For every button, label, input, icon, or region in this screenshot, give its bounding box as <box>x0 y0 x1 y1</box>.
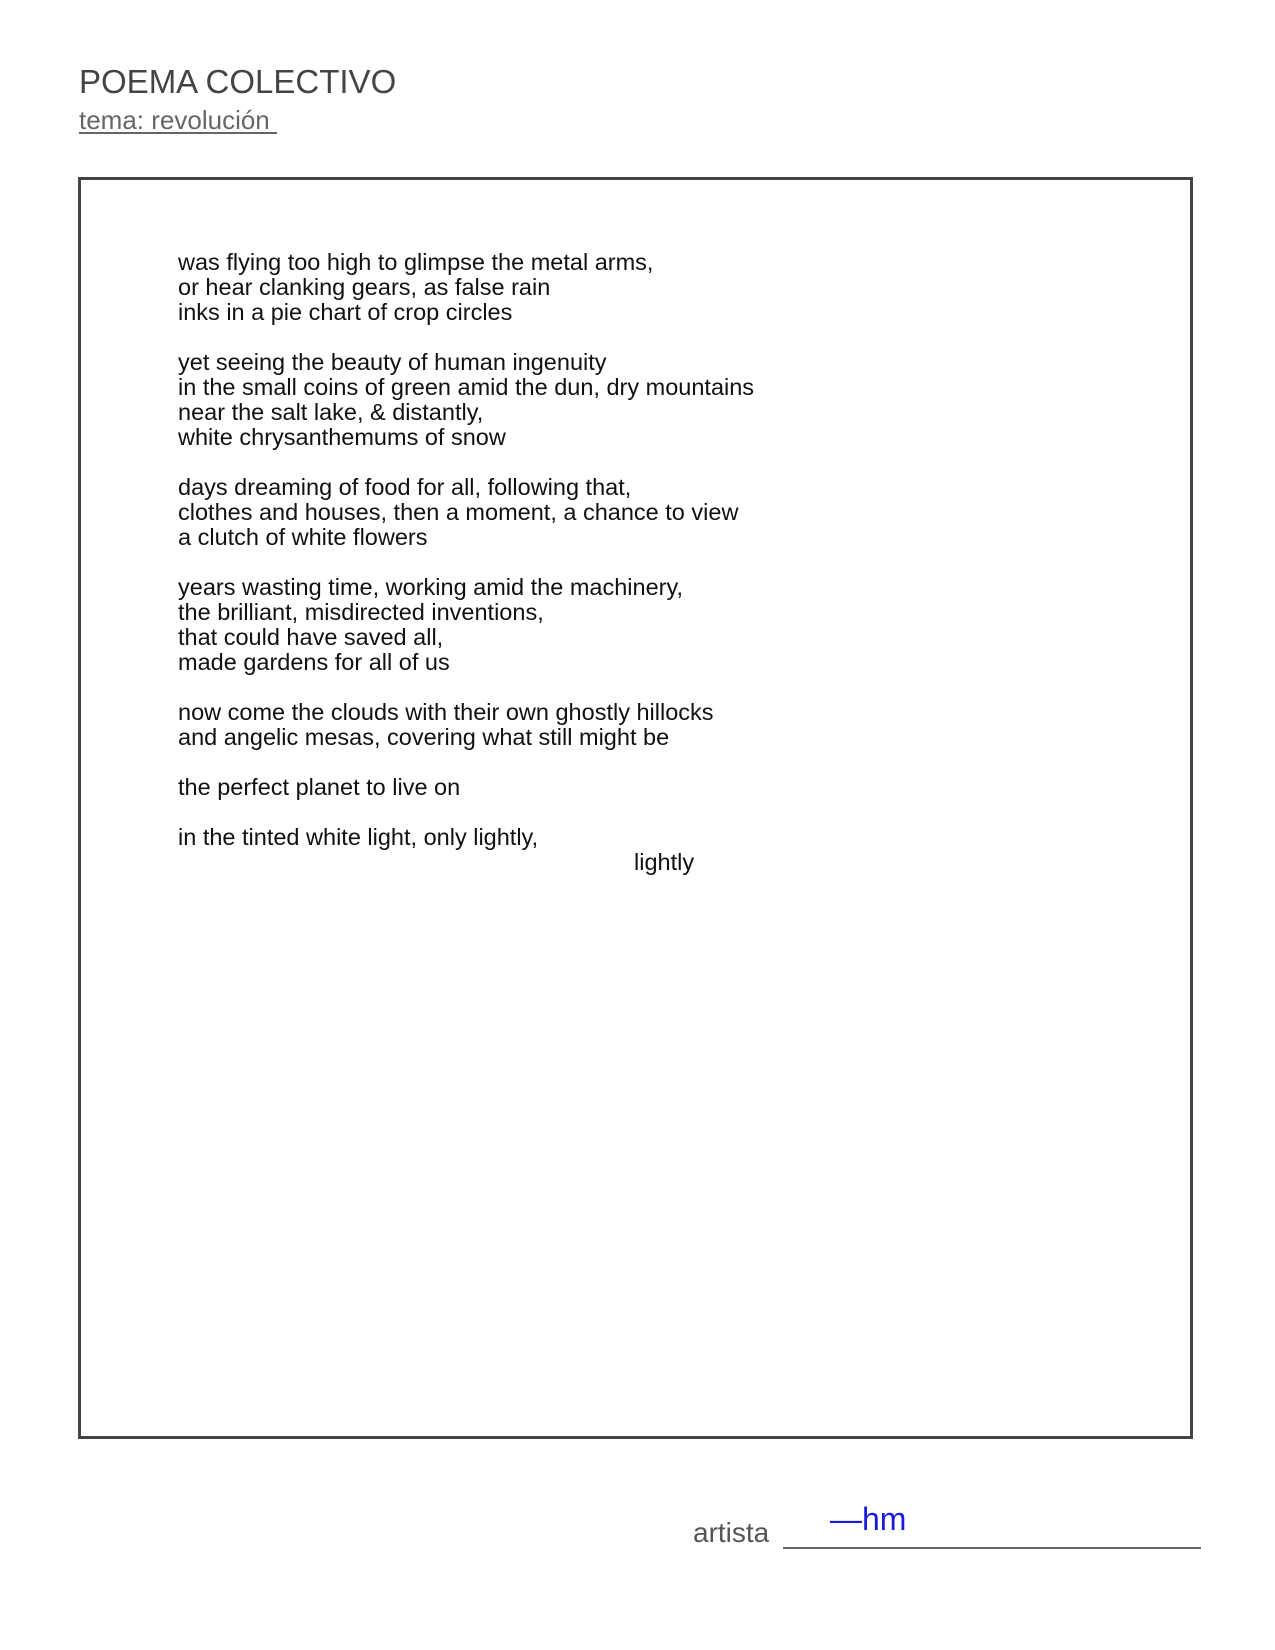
stanza-3 <box>178 475 783 550</box>
poem-line: clothes and houses, then a moment, a chance to view <box>178 499 739 525</box>
poem-line: and angelic mesas, covering what still might be <box>178 724 670 750</box>
signature-line <box>783 1547 1201 1549</box>
poem-line: in the small coins of green amid the dun, dry mountains <box>178 374 755 400</box>
poem-line: the brilliant, misdirected inventions, <box>178 599 544 625</box>
poem-body <box>178 250 783 875</box>
signature-value[interactable]: —hm <box>830 1501 907 1537</box>
stanza-5 <box>178 700 783 750</box>
stanza-2 <box>178 350 783 450</box>
poem-line-indented: lightly <box>634 849 695 875</box>
poem-line: was flying too high to glimpse the metal arms, <box>178 250 654 275</box>
poem-line: near the salt lake, & distantly, <box>178 399 484 425</box>
poem-line: in the tinted white light, only lightly, <box>178 824 539 850</box>
poem-line: days dreaming of food for all, following that, <box>178 474 632 500</box>
stanza-6 <box>178 775 783 800</box>
stanza-4 <box>178 575 783 675</box>
poem-line: inks in a pie chart of crop circles <box>178 299 513 325</box>
poem-line: yet seeing the beauty of human ingenuity <box>178 349 607 375</box>
page-subtitle: tema: revolución <box>79 105 277 135</box>
poem-line: made gardens for all of us <box>178 649 450 675</box>
stanza-1 <box>178 250 783 325</box>
poem-line: years wasting time, working amid the machinery, <box>178 574 684 600</box>
poem-line: the perfect planet to live on <box>178 774 461 800</box>
signature-label: artista <box>693 1517 770 1548</box>
stanza-7 <box>178 825 783 875</box>
poem-line: or hear clanking gears, as false rain <box>178 274 551 300</box>
page-title: POEMA COLECTIVO <box>79 63 397 100</box>
poem-line: a clutch of white flowers <box>178 524 428 550</box>
poem-line: now come the clouds with their own ghostly hillocks <box>178 699 714 725</box>
poem-line: white chrysanthemums of snow <box>178 424 506 450</box>
poem-line: that could have saved all, <box>178 624 444 650</box>
